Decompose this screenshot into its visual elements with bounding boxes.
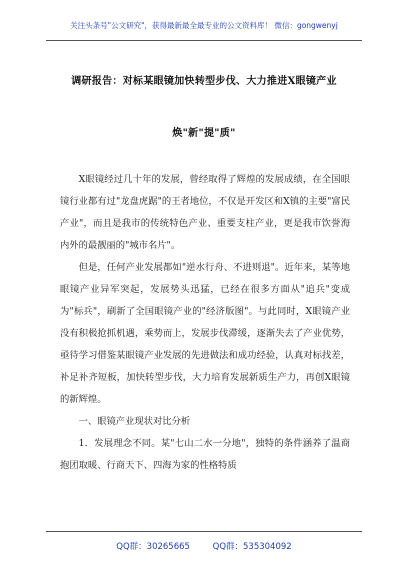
document-title-line-2: 焕"新"提"质"	[172, 128, 236, 139]
body-paragraph-1: X眼镜经过几十年的发展，曾经取得了辉煌的发展成绩，在全国眼镜行业都有过"龙盘虎踞"的王者地位，不仅是开发区和X镇的主要"富民产业"，而且是我市的传统特色产业、重要支柱产业，更是我市饮誉海内外的最靓丽的"城市名片"。	[60, 174, 350, 251]
body-paragraph-3: 1．发展理念不同。某"七山二水一分地"，独特的条件涵养了温商抱团取暖、行商天下、四海为家的性格特质	[60, 438, 350, 471]
page-footer	[0, 540, 408, 552]
header-divider	[46, 40, 362, 41]
footer-qq-group-2: QQ群：535304092	[212, 542, 292, 552]
body-paragraph-2: 但是，任何产业发展都如"逆水行舟、不进则退"。近年来，某等地眼镜产业异军突起，发展势头迅猛，已经在很多方面从"追兵"变成为"标兵"，刷新了全国眼镜产业的"经济版图"。与此同时，X眼镜产业没有积极抢抓机遇，乘势而上，发展步伐滞缓，逐渐失去了产业优势，亟待学习借鉴某眼镜产业发展的先进做法和成功经验，认真对标找差，补足补齐短板，加快转型步伐，大力培育发展新质生产力，再创X眼镜的新辉煌。	[60, 262, 350, 405]
footer-divider	[46, 531, 362, 532]
document-body	[60, 169, 350, 477]
section-heading: 一、眼镜产业现状对比分析	[78, 416, 191, 427]
document-title-line-1: 调研报告：对标某眼镜加快转型步伐、大力推进X眼镜产业	[71, 76, 337, 87]
footer-qq-group-1: QQ群：30265665	[116, 542, 190, 552]
page-header: 关注头条号"公文研究"，获得最新最全最专业的公文资料库！ 微信：gongwenyj	[70, 21, 338, 30]
